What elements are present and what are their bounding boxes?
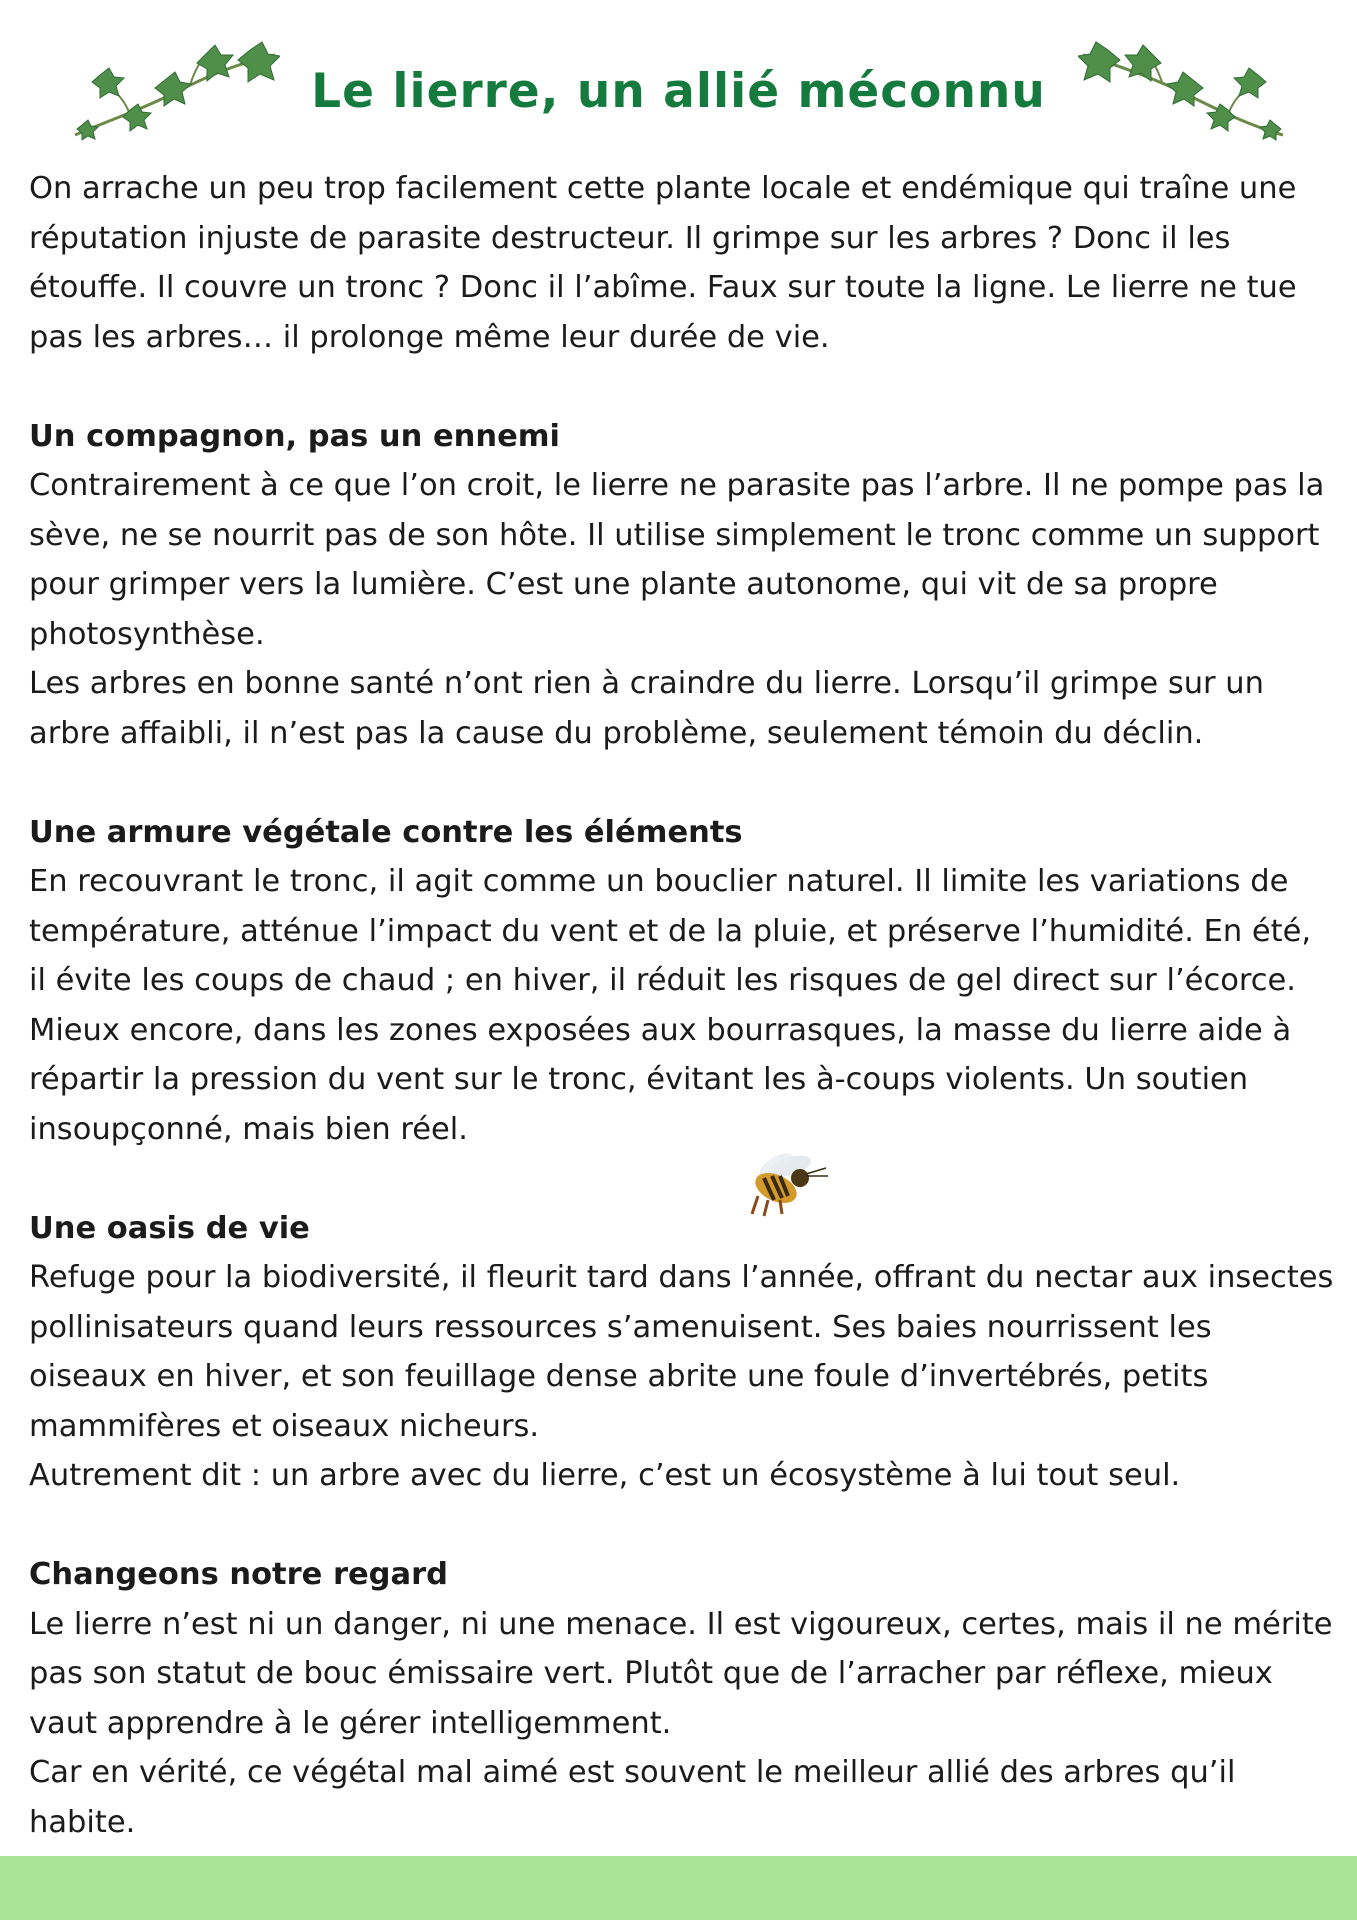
page-header [0,0,1357,150]
section-paragraph: Contrairement à ce que l’on croit, le lierre ne parasite pas l’arbre. Il ne pompe pas la sève, ne se nourrit pas de son hôte. Il utilise simplement le tronc comme un support pour grimper vers la lumière. C’est une plante autonome, qui vit de sa propre photosynthèse. [29,468,1325,652]
section-heading: Un compagnon, pas un ennemi [29,418,561,454]
bee-icon [728,1146,838,1226]
page-title: Le lierre, un allié méconnu [311,64,1046,119]
ivy-branch-icon [1078,40,1288,150]
section-paragraph: Le lierre n’est ni un danger, ni une menace. Il est vigoureux, certes, mais il ne mérite pas son statut de bouc émissaire vert. Plutôt que de l’arracher par réflexe, mieux vaut apprendre à le gérer intelligemment. [29,1606,1333,1741]
section-heading: Une armure végétale contre les éléments [29,814,743,850]
section-paragraph: Les arbres en bonne santé n’ont rien à craindre du lierre. Lorsqu’il grimpe sur un arbre affaibli, il n’est pas la cause du problème, seulement témoin du déclin. [29,666,1264,751]
article-body [29,164,1335,1847]
section-paragraph: Refuge pour la biodiversité, il fleurit tard dans l’année, offrant du nectar aux insectes pollinisateurs quand leurs ressources s’amenuisent. Ses baies nourrissent les oiseaux en hiver, et son feuillage dense abrite une foule d’invertébrés, petits mammifères et oiseaux nicheurs. [29,1260,1334,1444]
intro-paragraph: On arrache un peu trop facilement cette plante locale et endémique qui traîne une réputation injuste de parasite destructeur. Il grimpe sur les arbres ? Donc il les étouffe. Il couvre un tronc ? Donc il l’abîme. Faux sur toute la ligne. Le lierre ne tue pas les arbres… il prolonge même leur durée de vie. [29,171,1297,355]
section-heading: Changeons notre regard [29,1557,448,1592]
section-paragraph: Car en vérité, ce végétal mal aimé est souvent le meilleur allié des arbres qu’il habite. [29,1755,1236,1840]
section-paragraph: En recouvrant le tronc, il agit comme un bouclier naturel. Il limite les variations de température, atténue l’impact du vent et de la pluie, et préserve l’humidité. En été, il évite les coups de chaud ; en hiver, il réduit les risques de gel direct sur l’écorce. Mieux encore, dans les zones exposées aux bourrasques, la masse du lierre aide à répartir la pression du vent sur le tronc, évitant les à-coups violents. Un soutien insoupçonné, mais bien réel. [29,864,1312,1147]
section-heading: Une oasis de vie [29,1210,310,1246]
section-paragraph: Autrement dit : un arbre avec du lierre, c’est un écosystème à lui tout seul. [29,1458,1181,1493]
footer-band [0,1856,1357,1920]
